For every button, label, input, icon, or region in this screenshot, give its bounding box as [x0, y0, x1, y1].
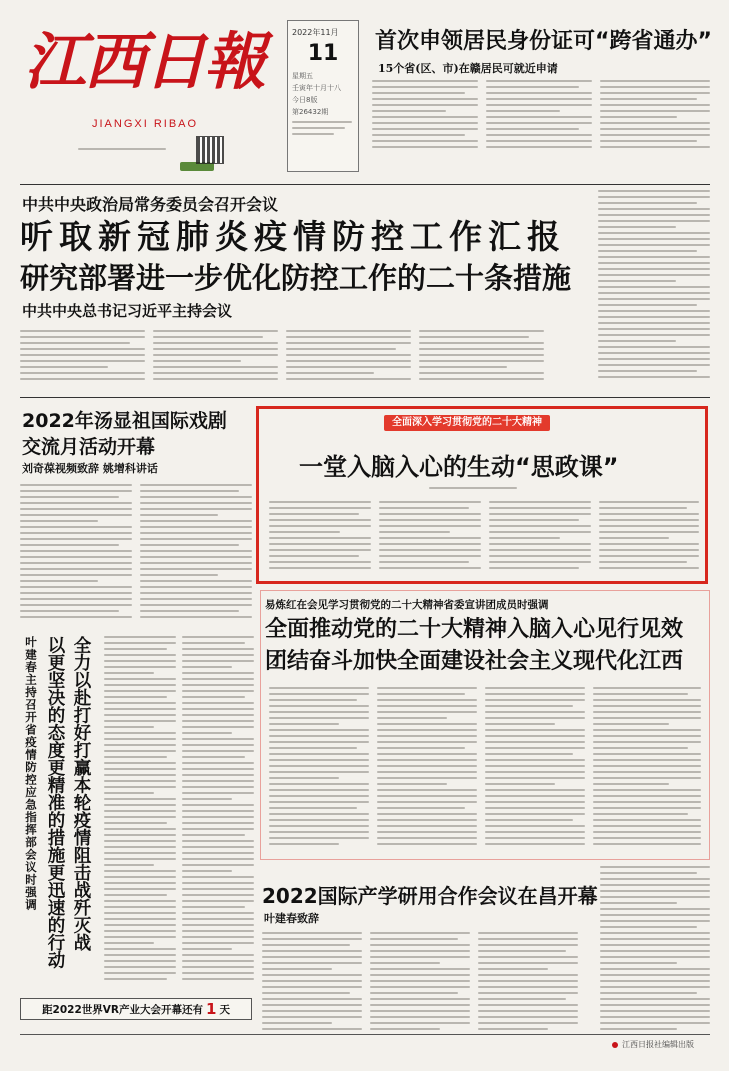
top-story-headline: 首次申领居民身份证可“跨省通办”: [375, 29, 712, 54]
center-story-body-3: [485, 687, 585, 851]
masthead-title: 江西日報: [24, 25, 265, 98]
masthead-meta-text: [78, 148, 178, 158]
top-story-body-3: [600, 80, 710, 180]
main-story-subhead: 中共中央总书记习近平主持会议: [22, 302, 233, 320]
center-story-body-4: [593, 687, 701, 851]
left-story-byline: 刘奇葆视频致辞 姚增科讲话: [22, 462, 158, 475]
top-story-body-1: [372, 80, 478, 180]
top-story-body-2: [486, 80, 592, 180]
feature-body-2: [379, 501, 481, 573]
vertical-kicker: 叶建春主持召开省疫情防控应急指挥部会议时强调: [24, 636, 38, 911]
main-story-headline-2: 研究部署进一步优化防控工作的二十条措施: [20, 261, 572, 295]
date-box: [287, 20, 359, 172]
date-box-notes: [292, 121, 352, 141]
vertical-headline-col2: 以更坚决的态度更精准的措施更迅速的行动: [45, 636, 65, 969]
feature-body-3: [489, 501, 591, 573]
main-story-body-4: [419, 330, 544, 390]
countdown-number: 1: [206, 1000, 217, 1018]
center-story: [260, 590, 710, 860]
bottom-story-body-3: [478, 932, 578, 1032]
bottom-story-body-1: [262, 932, 362, 1032]
feature-body-4: [599, 501, 699, 573]
center-story-headline-2: 团结奋斗加快全面建设社会主义现代化江西: [265, 649, 684, 674]
date-day: 11: [307, 41, 339, 66]
vertical-story-body-2: [182, 636, 254, 986]
date-info-4: 第26432期: [292, 108, 329, 116]
date-info-1: 星期五: [292, 72, 313, 80]
main-story-kicker: 中共中央政治局常务委员会召开会议: [22, 195, 279, 214]
bottom-story-headline: 2022国际产学研用合作会议在昌开幕: [262, 884, 598, 908]
feature-headline: 一堂入脑入心的生动“思政课”: [299, 453, 619, 481]
main-story-body-2: [153, 330, 278, 390]
countdown-suffix: 天: [219, 1003, 230, 1016]
vertical-story-body-1: [104, 636, 176, 986]
left-story-headline-2: 交流月活动开幕: [22, 436, 156, 458]
main-story-body-5: [598, 190, 710, 390]
date-info-3: 今日8版: [292, 96, 318, 104]
feature-byline: [429, 487, 529, 493]
footer-note: 江西日报社编辑出版: [622, 1040, 694, 1049]
main-story-body-3: [286, 330, 411, 390]
divider-mid: [20, 397, 710, 398]
bottom-story-byline: 叶建春致辞: [264, 912, 319, 925]
footer-rule: [20, 1034, 710, 1035]
center-story-headline-1: 全面推动党的二十大精神入脑入心见行见效: [265, 617, 684, 642]
bottom-story-body-2: [370, 932, 470, 1032]
left-story-headline-1: 2022年汤显祖国际戏剧: [22, 410, 227, 432]
date-info-2: 壬寅年十月十八: [292, 84, 341, 92]
vertical-headline-col1: 全力以赴打好打赢本轮疫情阻击战歼灭战: [71, 636, 91, 951]
center-story-body-2: [377, 687, 477, 851]
bottom-story-body-4: [600, 866, 710, 1032]
date-year-month: 2022年11月: [292, 28, 339, 37]
left-story-body-2: [140, 484, 252, 624]
divider-top: [20, 184, 710, 185]
center-story-body-1: [269, 687, 369, 851]
left-story-body-1: [20, 484, 132, 624]
qr-code-icon: [196, 136, 224, 164]
feature-tag: 全面深入学习贯彻党的二十大精神: [384, 415, 550, 431]
masthead-pinyin: JIANGXI RIBAO: [92, 118, 199, 130]
main-story-headline-1: 听取新冠肺炎疫情防控工作汇报: [20, 217, 566, 256]
footer-bullet-icon: [612, 1042, 618, 1048]
feature-body-1: [269, 501, 371, 573]
feature-box: [256, 406, 708, 584]
countdown-prefix: 距2022世界VR产业大会开幕还有: [42, 1003, 203, 1016]
main-story-body-1: [20, 330, 145, 390]
countdown-banner: [20, 998, 252, 1020]
top-story-subtitle: 15个省(区、市)在赣居民可就近申请: [378, 62, 558, 75]
center-story-kicker: 易炼红在会见学习贯彻党的二十大精神省委宣讲团成员时强调: [265, 599, 549, 611]
